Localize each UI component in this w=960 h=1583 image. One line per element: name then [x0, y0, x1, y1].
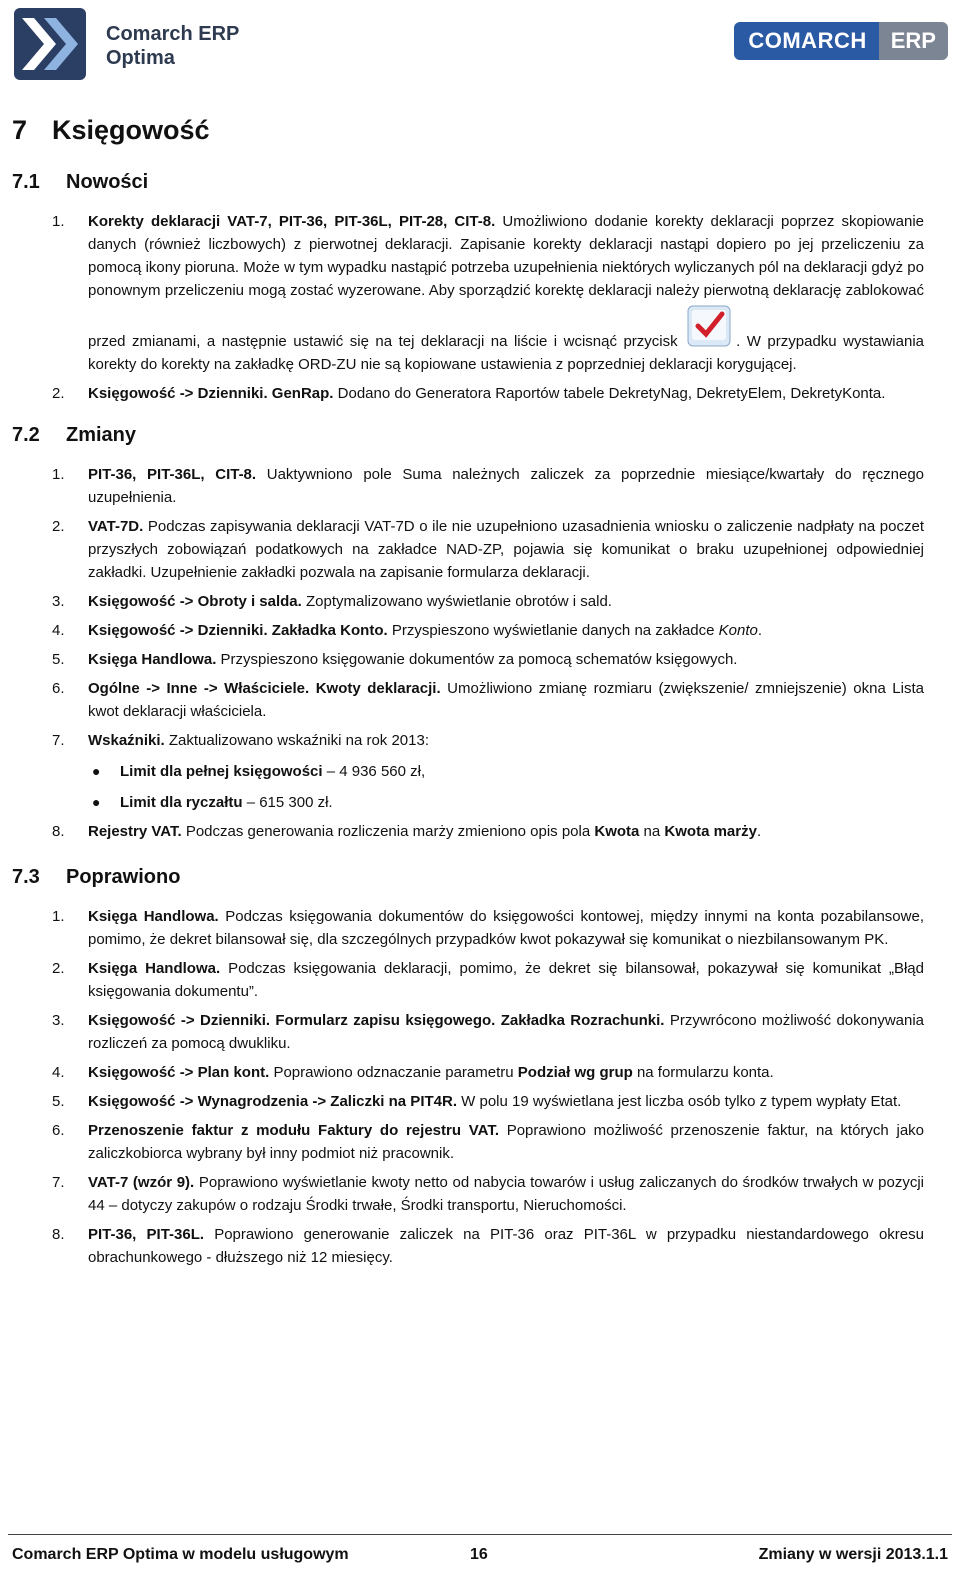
bullet-title: Limit dla ryczałtu	[120, 794, 243, 811]
item-number: 8.	[52, 823, 65, 840]
list-item	[12, 648, 924, 671]
section-title: Poprawiono	[66, 866, 181, 888]
bullet-item	[12, 760, 924, 783]
section-title: Zmiany	[66, 424, 137, 446]
item-text: Poprawiono możliwość przenoszenie faktur, na których jako zaliczkobiorca wybrany był inny podmiot niż pracownik.	[88, 1122, 925, 1162]
document-body	[12, 112, 924, 1269]
confirm-check-icon[interactable]	[686, 302, 734, 350]
item-text: Poprawiono odznaczanie parametru	[269, 1064, 518, 1081]
item-title: Księga Handlowa.	[88, 960, 221, 977]
item-title: Księgowość -> Dzienniki. GenRap.	[88, 385, 334, 402]
section-heading	[12, 168, 924, 196]
bullet-title: Limit dla pełnej księgowości	[120, 763, 323, 780]
item-title: Ogólne -> Inne -> Właściciele. Kwoty deklaracji.	[88, 680, 441, 697]
item-number: 6.	[52, 1122, 65, 1139]
chapter-heading	[12, 112, 924, 148]
list-item	[12, 382, 924, 405]
item-number: 3.	[52, 593, 65, 610]
footer-divider	[8, 1534, 952, 1535]
section-number: 7.1	[12, 171, 40, 193]
section-number: 7.3	[12, 866, 40, 888]
item-text-end: .	[757, 622, 763, 639]
item-number: 7.	[52, 732, 65, 749]
bullet-item	[12, 791, 924, 814]
item-text: Przywrócono możliwość dokonywania rozliczeń za pomocą dwukliku.	[88, 1012, 925, 1052]
item-text: Umożliwiono zmianę rozmiaru (zwiększenie/ zmniejszenie) okna Lista kwot deklaracji właściciela.	[88, 680, 924, 720]
product-name-line1: Comarch ERP	[106, 23, 240, 45]
item-number: 5.	[52, 651, 65, 668]
bullet-icon: ●	[92, 794, 101, 810]
item-title: Księgowość -> Plan kont.	[88, 1064, 270, 1081]
product-name-line2: Optima	[106, 47, 175, 69]
item-title: Księga Handlowa.	[88, 651, 217, 668]
item-number: 1.	[52, 466, 65, 483]
chapter-title: Księgowość	[52, 115, 210, 145]
bullet-icon: ●	[92, 763, 101, 779]
list-item	[12, 1009, 924, 1055]
list-item	[12, 729, 924, 752]
section-heading	[12, 863, 924, 891]
item-text: na	[639, 823, 665, 840]
item-text: Poprawiono wyświetlanie kwoty netto od nabycia towarów i usług zaliczanych do środków trwałych w pozycji 44 – dotyczy zakupów o rodzaju Środki trwałe, Środki transportu, Nieruchomości.	[88, 1174, 924, 1214]
footer-right: Zmiany w wersji 2013.1.1	[758, 1546, 948, 1563]
list-item	[12, 1223, 924, 1269]
footer-left: Comarch ERP Optima w modelu usługowym	[12, 1546, 349, 1563]
item-bold-term: Kwota marży	[664, 823, 757, 840]
item-text: na formularzu konta.	[632, 1064, 774, 1081]
item-text-end: .	[756, 823, 762, 840]
list-item	[12, 957, 924, 1003]
item-title: Księgowość -> Dzienniki. Formularz zapisu księgowego. Zakładka Rozrachunki.	[88, 1012, 665, 1029]
item-bold-term: Podział wg grup	[517, 1064, 633, 1081]
comarch-optima-logo	[14, 8, 244, 80]
item-text: Zoptymalizowano wyświetlanie obrotów i sald.	[301, 593, 612, 610]
section-heading	[12, 421, 924, 449]
item-number: 7.	[52, 1174, 65, 1191]
list-changes-cont	[12, 820, 924, 843]
item-title: Rejestry VAT.	[88, 823, 182, 840]
item-italic: Konto	[718, 622, 758, 639]
item-text: Podczas księgowania deklaracji, pomimo, że dekret się bilansował, pokazywał się komunikat „Błąd księgowania dokumentu”.	[88, 960, 924, 1000]
optima-logo-icon	[14, 8, 86, 80]
item-number: 2.	[52, 960, 65, 977]
list-item	[12, 1061, 924, 1084]
brand-comarch: COMARCH	[734, 22, 878, 60]
comarch-erp-logo	[734, 22, 948, 60]
item-text: Uaktywniono pole Suma należnych zaliczek za poprzednie miesiące/kwartały do ręcznego uzupełnienia.	[88, 466, 925, 506]
item-title: Księgowość -> Dzienniki. Zakładka Konto.	[88, 622, 388, 639]
list-new	[12, 210, 924, 405]
item-number: 5.	[52, 1093, 65, 1110]
list-changes	[12, 463, 924, 752]
page-header	[0, 0, 960, 95]
item-title: Wskaźniki.	[88, 732, 165, 749]
list-item	[12, 463, 924, 509]
item-title: Korekty deklaracji VAT-7, PIT-36, PIT-36L, PIT-28, CIT-8.	[88, 213, 496, 230]
section-title: Nowości	[66, 171, 149, 193]
item-title: Księgowość -> Wynagrodzenia -> Zaliczki na PIT4R.	[88, 1093, 457, 1110]
page-number: 16	[470, 1546, 488, 1563]
item-title: PIT-36, PIT-36L, CIT-8.	[88, 466, 257, 483]
list-item	[12, 590, 924, 613]
item-text: Podczas zapisywania deklaracji VAT-7D o ile nie uzupełniono uzasadnienia wniosku o zaliczenie nadpłaty na poczet przyszłych zobowiązań podatkowych na zakładce NAD-ZP, pojawia się komunikat o braku uzupełnionej odpowiedniej zakładki. Uzupełnienie zakładki pozwala na zapisanie formularza deklaracji.	[88, 518, 924, 581]
list-item	[12, 619, 924, 642]
item-title: VAT-7 (wzór 9).	[88, 1174, 195, 1191]
item-number: 1.	[52, 213, 65, 230]
item-text-continued: . W przypadku wystawiania korekty do korekty na zakładkę ORD-ZU nie są kopiowane ustawienia z poprzedniej deklaracji korygującej.	[88, 333, 924, 373]
section-number: 7.2	[12, 424, 40, 446]
chapter-number: 7	[12, 115, 28, 145]
item-text: W polu 19 wyświetlana jest liczba osób tylko z typem wypłaty Etat.	[457, 1093, 902, 1110]
item-text: Zaktualizowano wskaźniki na rok 2013:	[164, 732, 430, 749]
item-number: 8.	[52, 1226, 65, 1243]
item-text: Poprawiono generowanie zaliczek na PIT-36 oraz PIT-36L w przypadku niestandardowego okresu obrachunkowego - dłuższego niż 12 miesięcy.	[88, 1226, 924, 1266]
bullet-text: – 615 300 zł.	[242, 794, 333, 811]
list-item	[12, 1119, 924, 1165]
list-item	[12, 515, 924, 584]
item-number: 2.	[52, 518, 65, 535]
list-item	[12, 905, 924, 951]
item-number: 4.	[52, 622, 65, 639]
item-number: 1.	[52, 908, 65, 925]
page-footer	[0, 1534, 960, 1583]
list-item	[12, 820, 924, 843]
item-number: 4.	[52, 1064, 65, 1081]
item-text: Przyspieszono wyświetlanie danych na zakładce	[387, 622, 719, 639]
list-item	[12, 1171, 924, 1217]
item-title: Księgowość -> Obroty i salda.	[88, 593, 302, 610]
bullet-list	[12, 760, 924, 814]
item-text: Podczas generowania rozliczenia marży zmieniono opis pola	[181, 823, 595, 840]
item-number: 2.	[52, 385, 65, 402]
item-number: 3.	[52, 1012, 65, 1029]
brand-erp: ERP	[879, 22, 948, 60]
item-text: Dodano do Generatora Raportów tabele DekretyNag, DekretyElem, DekretyKonta.	[333, 385, 886, 402]
bullet-text: – 4 936 560 zł,	[322, 763, 426, 780]
item-text: Podczas księgowania dokumentów do księgowości kontowej, między innymi na konta pozabilansowe, pomimo, że dekret bilansował się, dla szczególnych przypadków kwot pokazywał się komunikat o niezbilansowanym PK.	[88, 908, 924, 948]
item-text: Umożliwiono dodanie korekty deklaracji poprzez skopiowanie danych (również liczbowych) z pierwotnej deklaracji. Zapisanie korekty deklaracji nastąpi dopiero po jej przeliczeniu za pomocą ikony pioruna. Może w tym wypadku nastąpić potrzeba uzupełnienia niektórych wyliczanych pól na deklaracji gdyż po ponownym przeliczeniu mogą zostać wyzerowane. Aby sporządzić korektę deklaracji należy pierwotną deklarację zablokować przed zmianami, a następnie ustawić się na tej deklaracji na liście i wcisnąć przycisk	[88, 213, 925, 350]
list-item	[12, 1090, 924, 1113]
item-bold-term: Kwota	[594, 823, 640, 840]
item-title: VAT-7D.	[88, 518, 144, 535]
item-title: Przenoszenie faktur z modułu Faktury do rejestru VAT.	[88, 1122, 499, 1139]
list-fixed	[12, 905, 924, 1269]
item-title: PIT-36, PIT-36L.	[88, 1226, 205, 1243]
list-item	[12, 210, 924, 376]
item-text: Przyspieszono księgowanie dokumentów za pomocą schematów księgowych.	[216, 651, 738, 668]
item-title: Księga Handlowa.	[88, 908, 219, 925]
item-number: 6.	[52, 680, 65, 697]
list-item	[12, 677, 924, 723]
